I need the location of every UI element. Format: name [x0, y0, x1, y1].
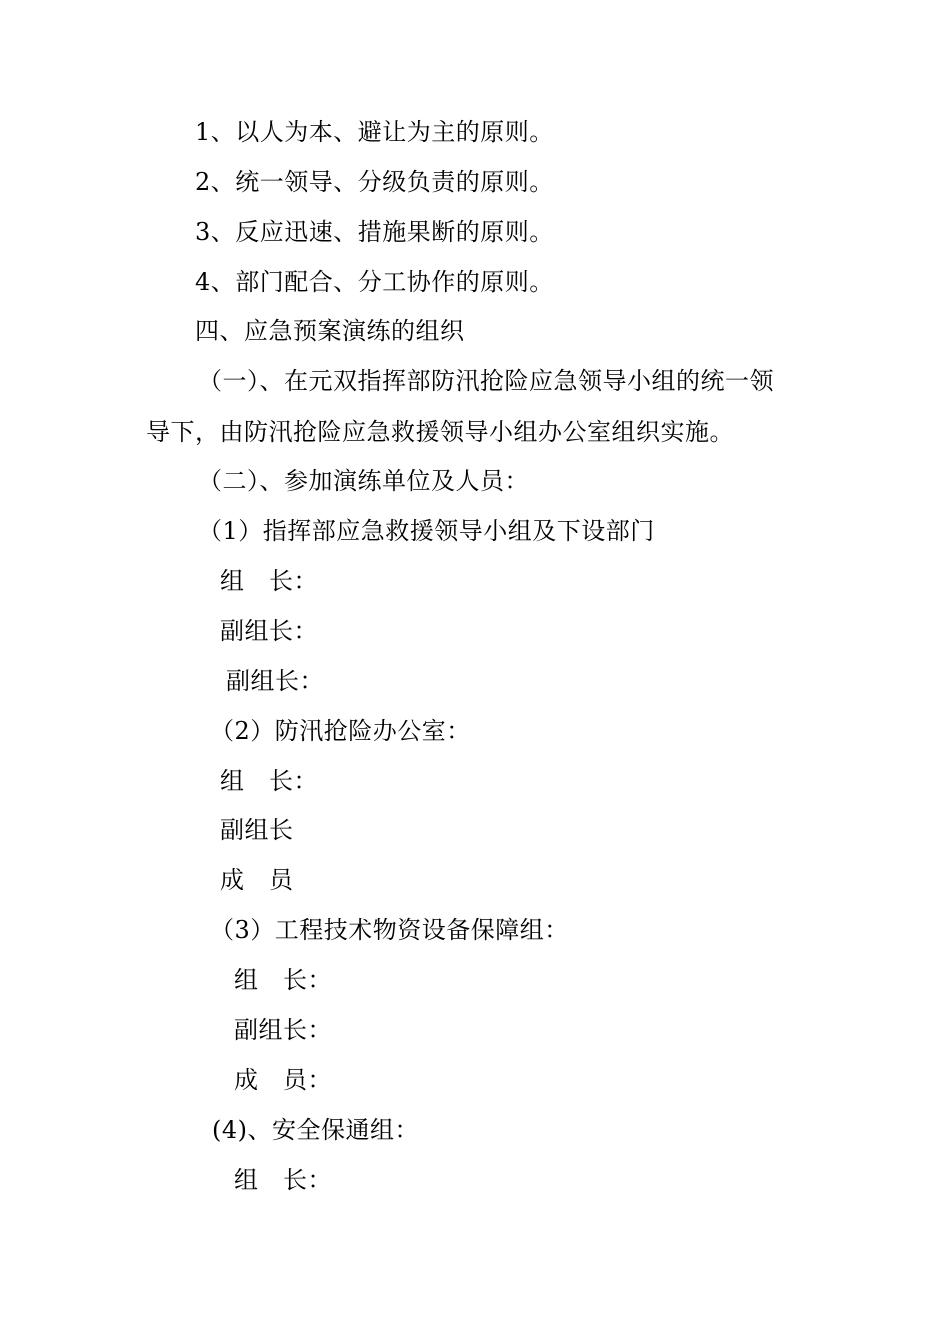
principle-line-4: 4、部门配合、分工协作的原则。: [195, 268, 554, 296]
principle-line-1: 1、以人为本、避让为主的原则。: [195, 118, 554, 146]
group-heading-1: （1）指挥部应急救援领导小组及下设部门: [198, 517, 655, 545]
subsection-heading: （二）、参加演练单位及人员：: [198, 467, 529, 495]
role-line: 副组长：: [220, 617, 318, 645]
group-heading-2: （2）防汛抢险办公室：: [210, 717, 471, 745]
paragraph-line: （一）、在元双指挥部防汛抢险应急领导小组的统一领: [198, 367, 774, 395]
principle-line-3: 3、反应迅速、措施果断的原则。: [195, 218, 554, 246]
role-line: 副组长：: [226, 667, 324, 695]
role-line: 成 员：: [234, 1066, 332, 1094]
principle-line-2: 2、统一领导、分级负责的原则。: [195, 168, 554, 196]
section-heading: 四、应急预案演练的组织: [195, 317, 465, 345]
role-line: 副组长：: [234, 1016, 332, 1044]
group-heading-3: （3）工程技术物资设备保障组：: [210, 916, 569, 944]
paragraph-line: 导下，由防汛抢险应急救援领导小组办公室组织实施。: [146, 418, 734, 446]
group-heading-4: (4)、安全保通组：: [212, 1116, 419, 1144]
role-line: 副组长: [220, 816, 294, 844]
role-line: 组 长：: [220, 567, 318, 595]
role-line: 组 长：: [234, 1166, 332, 1194]
role-line: 成 员: [220, 866, 294, 894]
role-line: 组 长：: [234, 966, 332, 994]
role-line: 组 长：: [220, 767, 318, 795]
